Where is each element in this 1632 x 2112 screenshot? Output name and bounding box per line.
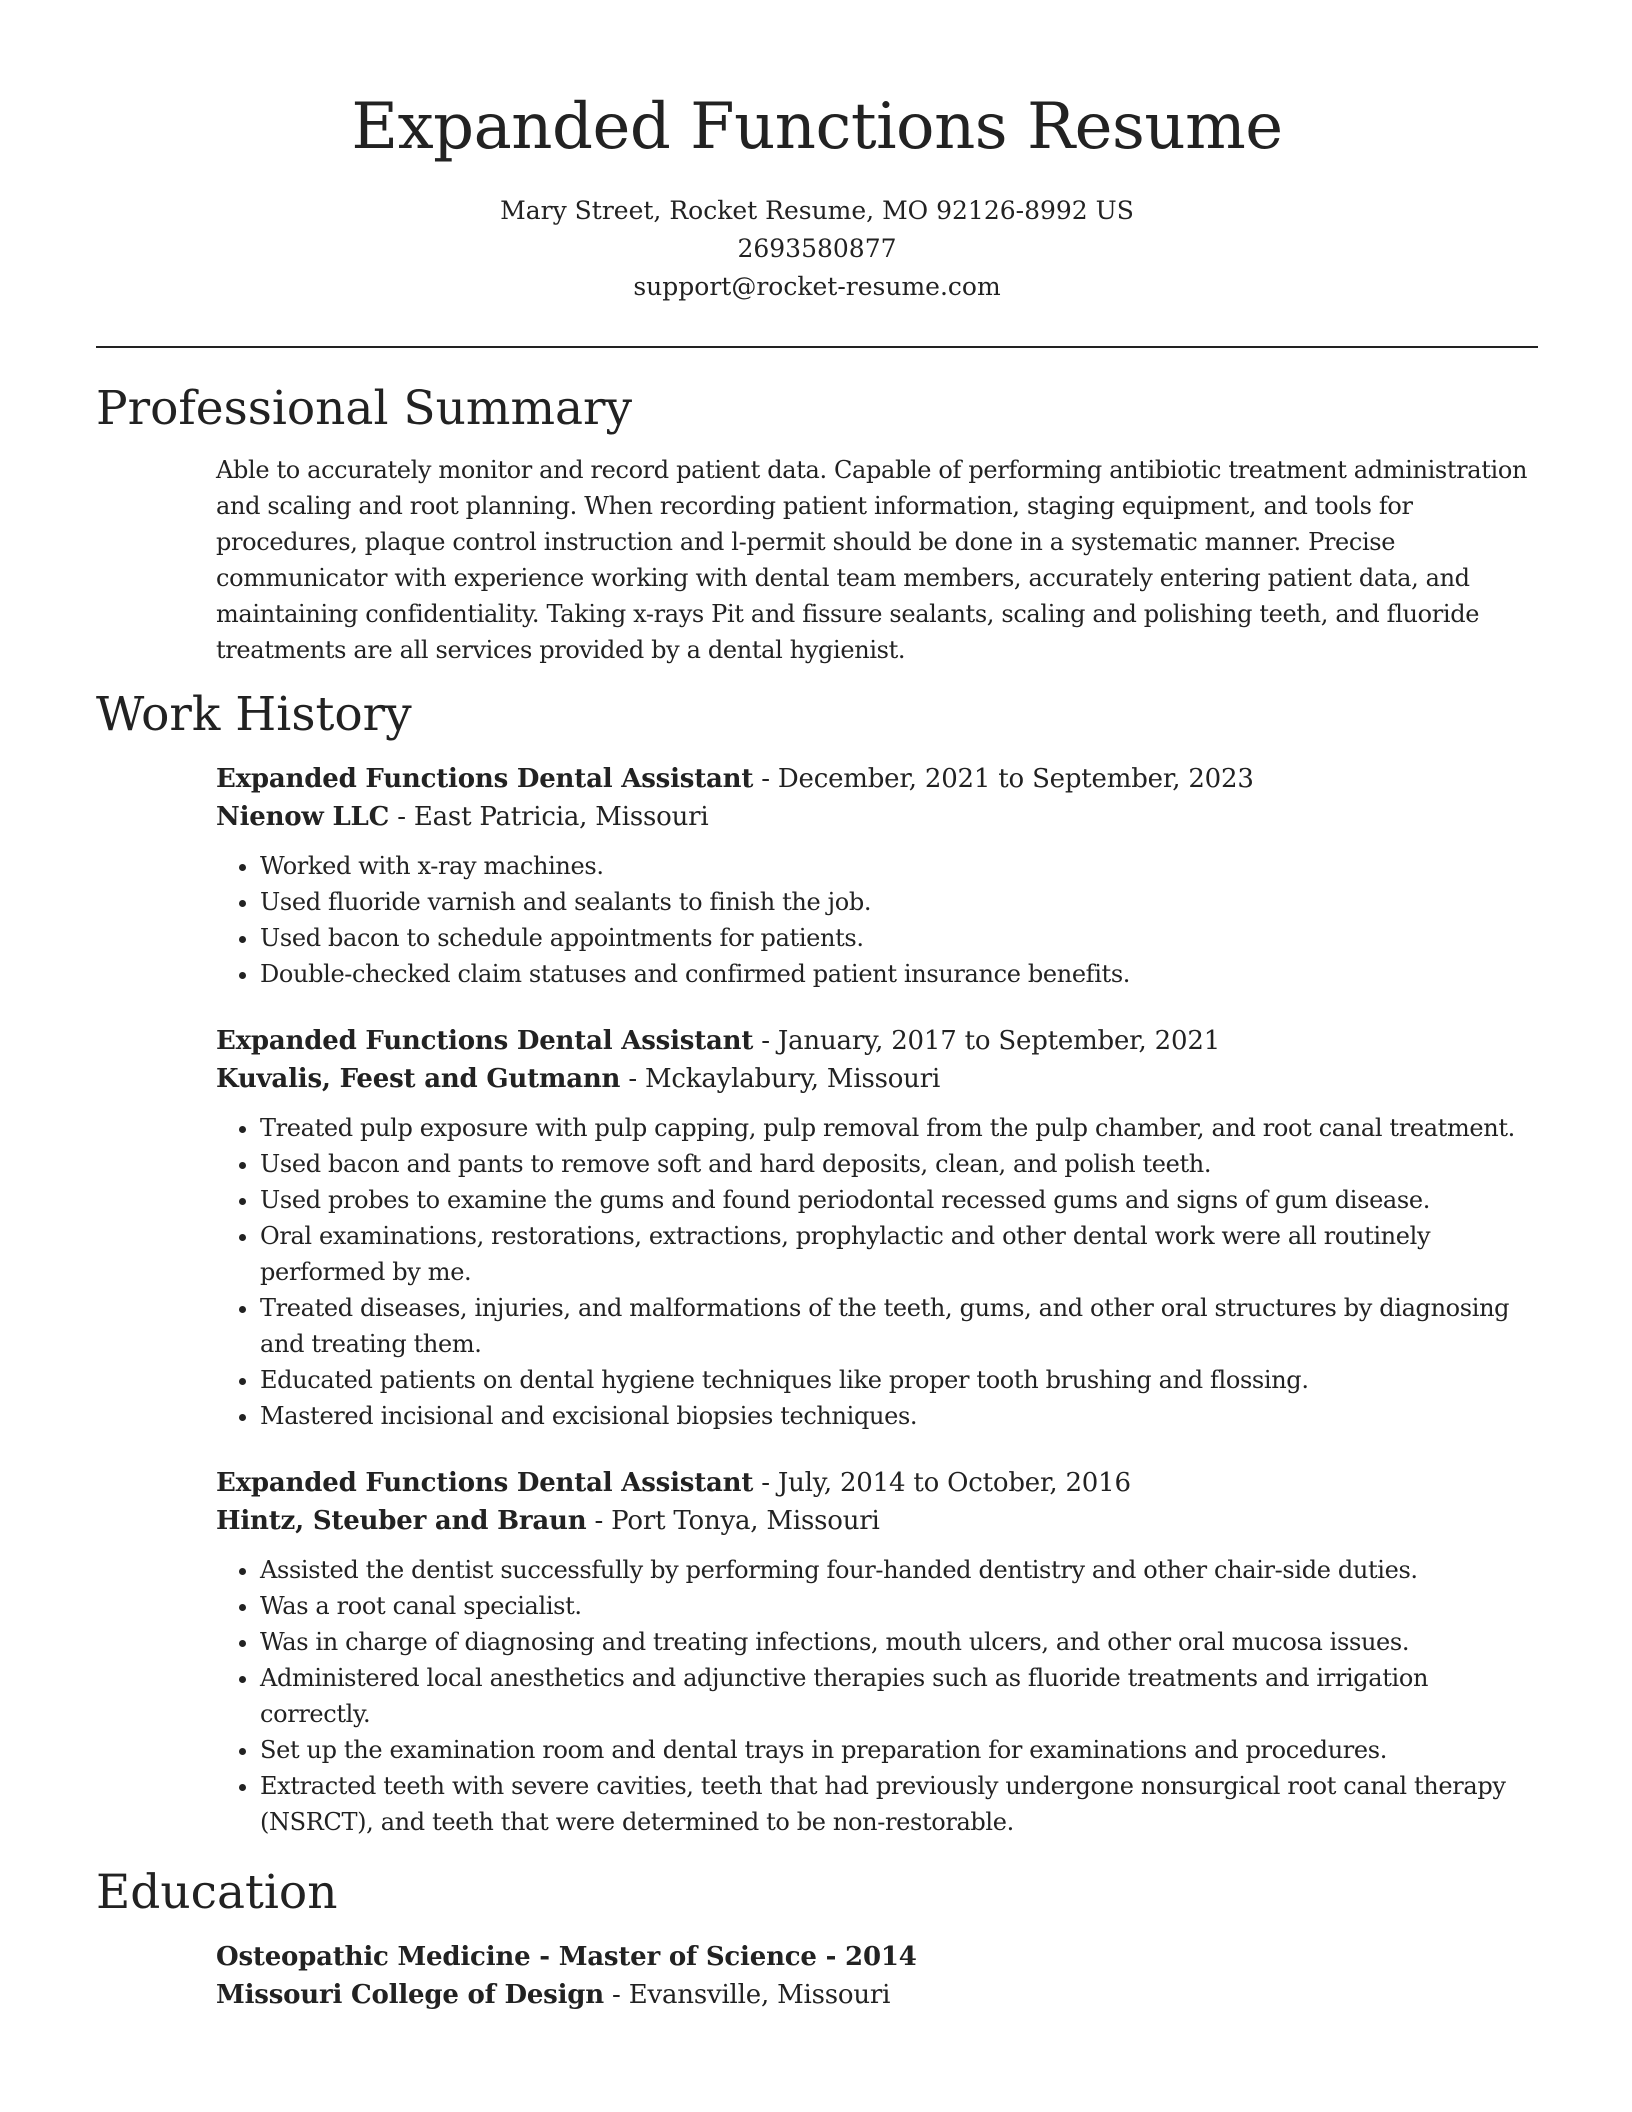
job-bullet: • Worked with x-ray machines. bbox=[260, 848, 1538, 884]
resume-page bbox=[96, 0, 1538, 2014]
job-dates: - July, 2014 to October, 2016 bbox=[753, 1468, 1131, 1498]
job-bullet: • Was in charge of diagnosing and treating infections, mouth ulcers, and other oral mucosa issues. bbox=[260, 1624, 1538, 1660]
contact-address: Mary Street, Rocket Resume, MO 92126-8992 US bbox=[500, 196, 1134, 225]
job-dates: - December, 2021 to September, 2023 bbox=[753, 764, 1254, 794]
job-company-line bbox=[216, 1502, 1538, 1540]
contact-block bbox=[96, 192, 1538, 306]
education-location: - Evansville, Missouri bbox=[603, 1980, 891, 2010]
job-position: Expanded Functions Dental Assistant bbox=[216, 764, 754, 794]
job-location: - Mckaylabury, Missouri bbox=[620, 1064, 941, 1094]
job-bullet: • Administered local anesthetics and adjunctive therapies such as fluoride treatments and irrigation correctly. bbox=[260, 1660, 1538, 1732]
job-entry bbox=[216, 760, 1538, 992]
job-bullet: • Used bacon and pants to remove soft and hard deposits, clean, and polish teeth. bbox=[260, 1146, 1538, 1182]
education-degree-line bbox=[216, 1938, 1538, 1976]
education-entry bbox=[216, 1938, 1538, 2014]
job-bullet: • Used probes to examine the gums and found periodontal recessed gums and signs of gum disease. bbox=[260, 1182, 1538, 1218]
job-entry bbox=[216, 1464, 1538, 1840]
education-section bbox=[96, 1862, 1538, 2014]
job-position: Expanded Functions Dental Assistant bbox=[216, 1026, 754, 1056]
job-dates: - January, 2017 to September, 2021 bbox=[753, 1026, 1221, 1056]
job-bullet: • Mastered incisional and excisional biopsies techniques. bbox=[260, 1398, 1538, 1434]
education-degree: Osteopathic Medicine - Master of Science - 2014 bbox=[216, 1942, 917, 1972]
education-school: Missouri College of Design bbox=[216, 1980, 604, 2010]
summary-text: Able to accurately monitor and record patient data. Capable of performing antibiotic treatment administration and scaling and root planning. When recording patient information, staging equipment, and tools for procedures, plaque control instruction and l-permit should be done in a systematic manner. Precise communicator with experience working with dental team members, accurately entering patient data, and maintaining confidentiality. Taking x-rays Pit and fissure sealants, scaling and polishing teeth, and fluoride treatments are all services provided by a dental hygienist. bbox=[216, 456, 1528, 664]
job-location: - Port Tonya, Missouri bbox=[586, 1506, 880, 1536]
job-bullet: • Double-checked claim statuses and confirmed patient insurance benefits. bbox=[260, 956, 1538, 992]
contact-phone: 2693580877 bbox=[737, 234, 897, 263]
job-company-line bbox=[216, 798, 1538, 836]
job-bullet: • Extracted teeth with severe cavities, teeth that had previously undergone nonsurgical root canal therapy (NSRCT), and teeth that were determined to be non-restorable. bbox=[260, 1768, 1538, 1840]
work-history-heading: Work History bbox=[96, 687, 412, 742]
job-bullet: • Set up the examination room and dental trays in preparation for examinations and procedures. bbox=[260, 1732, 1538, 1768]
job-bullet: • Used bacon to schedule appointments for patients. bbox=[260, 920, 1538, 956]
education-school-line bbox=[216, 1976, 1538, 2014]
job-title-line bbox=[216, 1464, 1538, 1502]
job-company: Hintz, Steuber and Braun bbox=[216, 1506, 587, 1536]
job-position: Expanded Functions Dental Assistant bbox=[216, 1468, 754, 1498]
job-location: - East Patricia, Missouri bbox=[389, 802, 709, 832]
summary-heading: Professional Summary bbox=[96, 381, 633, 436]
summary-section bbox=[96, 378, 1538, 668]
job-company: Nienow LLC bbox=[216, 802, 390, 832]
job-company: Kuvalis, Feest and Gutmann bbox=[216, 1064, 621, 1094]
job-bullet: • Treated diseases, injuries, and malformations of the teeth, gums, and other oral structures by diagnosing and treating them. bbox=[260, 1290, 1538, 1362]
job-title-line bbox=[216, 1022, 1538, 1060]
contact-email: support@rocket-resume.com bbox=[633, 272, 1001, 301]
job-bullet: • Educated patients on dental hygiene techniques like proper tooth brushing and flossing. bbox=[260, 1362, 1538, 1398]
job-bullet: • Treated pulp exposure with pulp capping, pulp removal from the pulp chamber, and root canal treatment. bbox=[260, 1110, 1538, 1146]
job-bullets bbox=[216, 1110, 1538, 1434]
resume-header bbox=[96, 84, 1538, 306]
job-bullet: • Was a root canal specialist. bbox=[260, 1588, 1538, 1624]
header-divider bbox=[96, 346, 1538, 348]
job-title-line bbox=[216, 760, 1538, 798]
job-entry bbox=[216, 1022, 1538, 1434]
job-bullet: • Used fluoride varnish and sealants to finish the job. bbox=[260, 884, 1538, 920]
job-bullets bbox=[216, 1552, 1538, 1840]
job-company-line bbox=[216, 1060, 1538, 1098]
resume-title: Expanded Functions Resume bbox=[351, 90, 1283, 164]
education-heading: Education bbox=[96, 1865, 338, 1920]
job-bullet: • Assisted the dentist successfully by performing four-handed dentistry and other chair-side duties. bbox=[260, 1552, 1538, 1588]
work-history-section bbox=[96, 684, 1538, 1840]
job-bullet: • Oral examinations, restorations, extractions, prophylactic and other dental work were all routinely performed by me. bbox=[260, 1218, 1538, 1290]
job-bullets bbox=[216, 848, 1538, 992]
